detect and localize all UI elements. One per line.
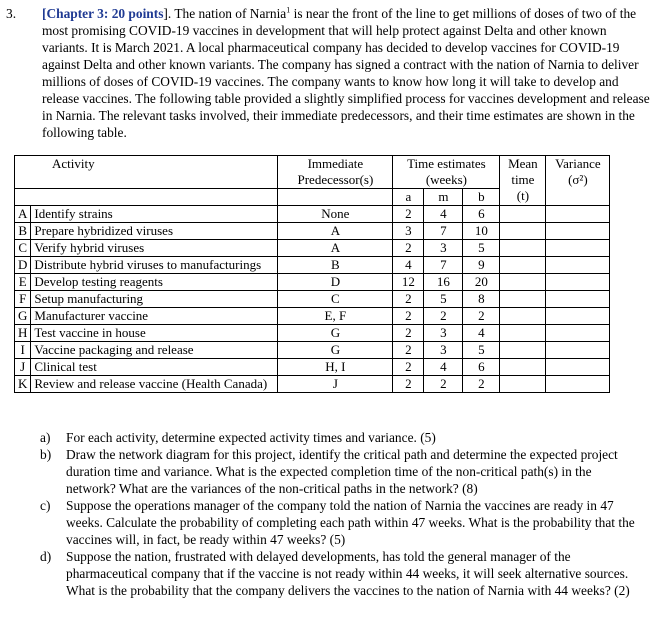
m-value: 4 (424, 359, 463, 376)
activity-id: J (15, 359, 31, 376)
m-value: 3 (424, 240, 463, 257)
variance-cell (546, 257, 610, 274)
predecessor-cell: J (278, 376, 393, 393)
predecessor-cell: None (278, 206, 393, 223)
variance-cell (546, 206, 610, 223)
mean-cell (500, 257, 546, 274)
header-mean-label: Mean time (508, 156, 538, 187)
table-row (15, 274, 610, 291)
m-value: 3 (424, 325, 463, 342)
part-label: b) (40, 447, 52, 462)
chapter-label (42, 6, 163, 21)
question-part (40, 429, 640, 446)
m-value: 2 (424, 376, 463, 393)
mean-cell (500, 291, 546, 308)
activity-id: K (15, 376, 31, 393)
a-value: 2 (393, 325, 424, 342)
header-a: a (393, 189, 424, 206)
problem-intro (42, 5, 652, 141)
b-value: 6 (463, 359, 500, 376)
header-mean-sub: (t) (516, 188, 530, 203)
a-value: 2 (393, 308, 424, 325)
variance-cell (546, 359, 610, 376)
activity-table (14, 155, 610, 393)
part-text: Suppose the operations manager of the company told the nation of Narnia the vaccines are ready in 47 weeks. Calculate the probability of completing each path within 47 weeks. What is the probability that the vaccines will, in fact, be ready within 47 weeks? (5) (66, 498, 635, 547)
activity-name: Test vaccine in house (31, 325, 278, 342)
activity-id: H (15, 325, 31, 342)
table-row (15, 325, 610, 342)
header-m: m (424, 189, 463, 206)
problem-3 (6, 5, 652, 141)
variance-cell (546, 376, 610, 393)
predecessor-cell: C (278, 291, 393, 308)
table-row (15, 206, 610, 223)
a-value: 4 (393, 257, 424, 274)
table-body (15, 206, 610, 393)
activity-id: G (15, 308, 31, 325)
b-value: 8 (463, 291, 500, 308)
a-value: 3 (393, 223, 424, 240)
variance-cell (546, 342, 610, 359)
predecessor-cell: E, F (278, 308, 393, 325)
question-number: 3. (6, 6, 17, 21)
predecessor-cell: A (278, 240, 393, 257)
b-value: 5 (463, 342, 500, 359)
variance-cell (546, 274, 610, 291)
mean-cell (500, 359, 546, 376)
variance-cell (546, 240, 610, 257)
table-row (15, 308, 610, 325)
part-label: a) (40, 430, 51, 445)
subheader-blank-pred (278, 189, 393, 206)
activity-id: F (15, 291, 31, 308)
activity-id: E (15, 274, 31, 291)
table-row (15, 359, 610, 376)
predecessor-cell: B (278, 257, 393, 274)
chapter-text: [Chapter 3: (42, 6, 109, 21)
header-time-estimates: Time estimates (weeks) (393, 156, 500, 189)
table-header-row (15, 156, 610, 189)
m-value: 7 (424, 223, 463, 240)
b-value: 2 (463, 308, 500, 325)
mean-cell (500, 325, 546, 342)
question-parts (40, 429, 640, 599)
activity-name: Verify hybrid viruses (31, 240, 278, 257)
activity-name: Develop testing reagents (31, 274, 278, 291)
variance-cell (546, 325, 610, 342)
mean-cell (500, 308, 546, 325)
points-label: 20 points (111, 6, 164, 21)
a-value: 2 (393, 291, 424, 308)
predecessor-cell: G (278, 325, 393, 342)
mean-cell (500, 206, 546, 223)
header-variance (546, 156, 610, 206)
part-label: c) (40, 498, 51, 513)
a-value: 2 (393, 359, 424, 376)
predecessor-cell: H, I (278, 359, 393, 376)
b-value: 4 (463, 325, 500, 342)
variance-cell (546, 223, 610, 240)
header-mean (500, 156, 546, 206)
activity-name: Distribute hybrid viruses to manufacturings (31, 257, 278, 274)
mean-cell (500, 240, 546, 257)
part-label: d) (40, 549, 52, 564)
m-value: 7 (424, 257, 463, 274)
header-predecessor: Immediate Predecessor(s) (278, 156, 393, 189)
question-part (40, 446, 640, 497)
activity-id: B (15, 223, 31, 240)
activity-name: Vaccine packaging and release (31, 342, 278, 359)
mean-cell (500, 223, 546, 240)
a-value: 2 (393, 342, 424, 359)
activity-name: Clinical test (31, 359, 278, 376)
part-text: For each activity, determine expected activity times and variance. (5) (66, 430, 436, 445)
table-row (15, 240, 610, 257)
header-variance-label: Variance (555, 156, 601, 171)
table-row (15, 223, 610, 240)
mean-cell (500, 342, 546, 359)
predecessor-cell: A (278, 223, 393, 240)
intro-text-b: is near the front of the line to get millions of doses of two of the most promising COVID-19 vaccines in development that will help protect against Delta and other known variants. It is March 2021. A local pharmaceutical company has decided to develop vaccines for COVID-19 against Delta and other known variants. The company has signed a contract with the nation of Narnia to deliver millions of doses of COVID-19 vaccines. The company wants to know how long it will take to develop and release vaccines. The following table provided a slightly simplified process for vaccines development and release in Narnia. The relevant tasks involved, their immediate predecessors, and their time estimates are shown in the following table. (42, 6, 650, 140)
table-row (15, 376, 610, 393)
activity-name: Identify strains (31, 206, 278, 223)
activity-name: Manufacturer vaccine (31, 308, 278, 325)
b-value: 10 (463, 223, 500, 240)
b-value: 20 (463, 274, 500, 291)
predecessor-cell: G (278, 342, 393, 359)
activity-id: I (15, 342, 31, 359)
question-part (40, 497, 640, 548)
b-value: 9 (463, 257, 500, 274)
part-text: Suppose the nation, frustrated with delayed developments, has told the general manager of the pharmaceutical company that if the vaccine is not ready within 44 weeks, it will seek alternative sources. What is the probability that the company delivers the vaccines to the nation of Narnia with 44 weeks? (2) (66, 549, 630, 598)
part-text: Draw the network diagram for this project, identify the critical path and determine the expected project duration time and variance. What is the expected completion time of the non-critical path(s) in the network? What are the variances of the non-critical paths in the network? (8) (66, 447, 618, 496)
table-row (15, 291, 610, 308)
activity-name: Prepare hybridized viruses (31, 223, 278, 240)
variance-cell (546, 308, 610, 325)
m-value: 3 (424, 342, 463, 359)
b-value: 6 (463, 206, 500, 223)
subheader-blank (15, 189, 278, 206)
intro-text-a: ]. The nation of Narnia (163, 6, 287, 21)
activity-name: Review and release vaccine (Health Canada) (31, 376, 278, 393)
header-b: b (463, 189, 500, 206)
b-value: 5 (463, 240, 500, 257)
predecessor-cell: D (278, 274, 393, 291)
header-variance-sub: (σ²) (568, 172, 588, 187)
header-activity: Activity (15, 156, 278, 189)
a-value: 12 (393, 274, 424, 291)
activity-id: A (15, 206, 31, 223)
b-value: 2 (463, 376, 500, 393)
a-value: 2 (393, 240, 424, 257)
m-value: 2 (424, 308, 463, 325)
a-value: 2 (393, 206, 424, 223)
m-value: 5 (424, 291, 463, 308)
a-value: 2 (393, 376, 424, 393)
variance-cell (546, 291, 610, 308)
m-value: 16 (424, 274, 463, 291)
table-row (15, 257, 610, 274)
activity-name: Setup manufacturing (31, 291, 278, 308)
table-row (15, 342, 610, 359)
mean-cell (500, 376, 546, 393)
m-value: 4 (424, 206, 463, 223)
activity-id: C (15, 240, 31, 257)
footnote-marker: 1 (286, 5, 291, 15)
mean-cell (500, 274, 546, 291)
question-part (40, 548, 640, 599)
activity-id: D (15, 257, 31, 274)
